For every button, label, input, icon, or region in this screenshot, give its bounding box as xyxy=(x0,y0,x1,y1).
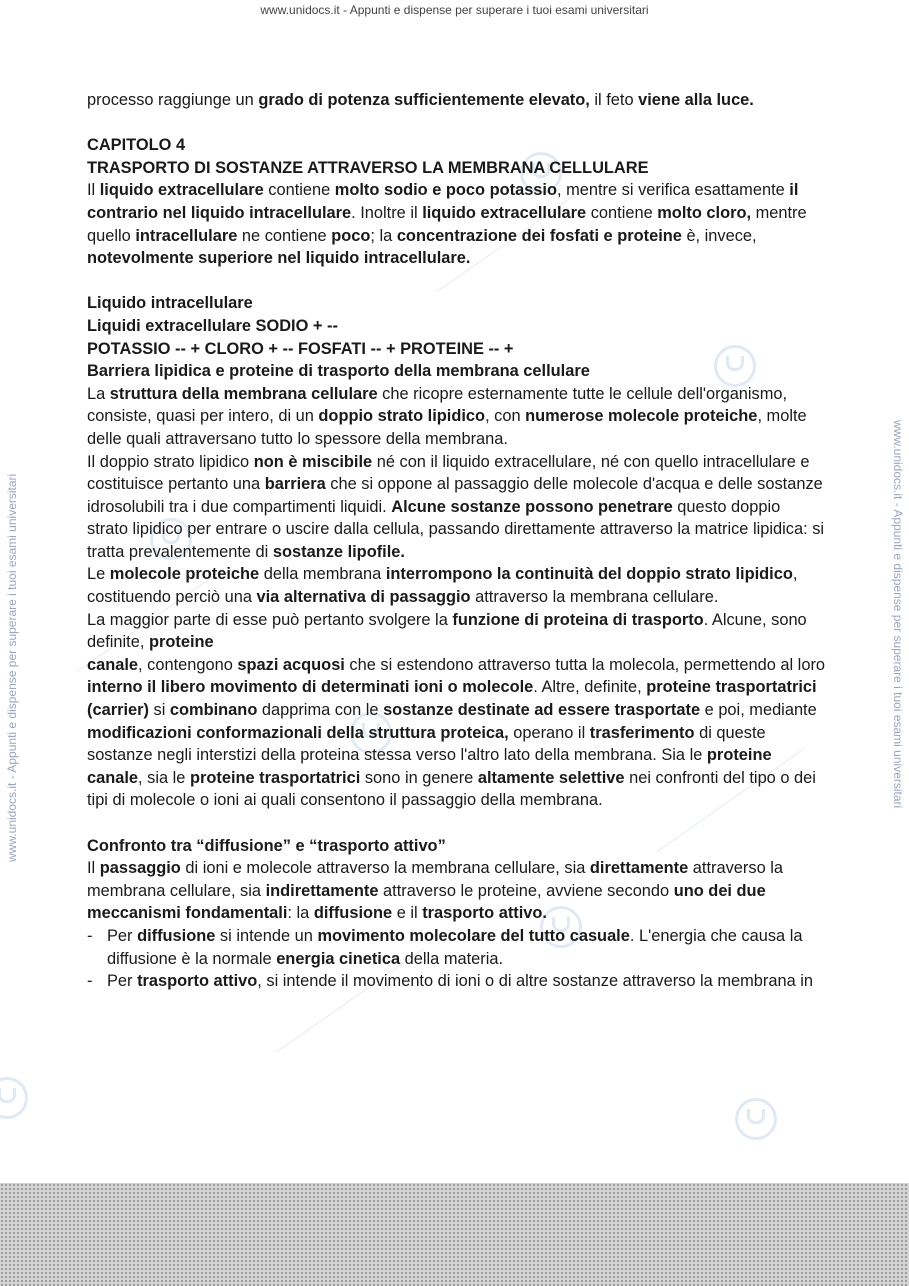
paragraph-5: La maggior parte di esse può pertanto svolgere la funzione di proteina di trasporto. Alcune, sono definite, proteine canale, contengono spazi acquosi che si estendono attraverso tutta la molecola, permettendo al loro interno il libero movimento di determinati ioni o molecole. Altre, definite, proteine trasportatrici (carrier) si combinano dapprima con le sostanze destinate ad essere trasportate e poi, mediante modificazioni conformazionali della struttura proteica, operano il trasferimento di queste sostanze negli interstizi della proteina stessa verso l'altro lato della membrana. Sia le proteine canale, sia le proteine trasportatrici sono in genere altamente selettive nei confronti del tipo o dei tipi di molecole o ioni ai quali consentono il passaggio della membrana. xyxy=(87,610,826,810)
chapter-number: CAPITOLO 4 xyxy=(87,136,186,155)
intro-paragraph: processo raggiunge un grado di potenza sufficientemente elevato, il feto viene alla luce. xyxy=(87,91,754,109)
side-watermark-left: www.unidocs.it - Appunti e dispense per superare i tuoi esami universitari xyxy=(5,473,19,862)
page-cutoff-pattern xyxy=(0,1183,909,1286)
bullet-dash: - xyxy=(87,926,93,945)
section-title: Confronto tra “diffusione” e “trasporto attivo” xyxy=(87,836,446,855)
list-line-2: Liquidi extracellulare SODIO + -- xyxy=(87,316,338,335)
subsection-title: Barriera lipidica e proteine di trasporto della membrana cellulare xyxy=(87,362,590,381)
list-line-3: POTASSIO -- + CLORO + -- FOSFATI -- + PROTEINE -- + xyxy=(87,339,514,358)
list-line-1: Liquido intracellulare xyxy=(87,294,253,313)
bullet-item-trasporto-attivo: - Per trasporto attivo, si intende il movimento di ioni o di altre sostanze attraverso la membrana in xyxy=(87,970,825,993)
paragraph-4: Le molecole proteiche della membrana interrompono la continuità del doppio strato lipidico, costituendo perciò una via alternativa di passaggio attraverso la membrana cellulare. xyxy=(87,565,798,607)
paragraph-6: Il passaggio di ioni e molecole attraverso la membrana cellulare, sia direttamente attraverso la membrana cellulare, sia indirettamente attraverso le proteine, avviene secondo uno dei due meccanismi fondamentali: la diffusione e il trasporto attivo. xyxy=(87,859,783,923)
document-body xyxy=(87,89,825,993)
side-watermark-right: www.unidocs.it - Appunti e dispense per superare i tuoi esami universitari xyxy=(891,420,905,809)
chapter-title: TRASPORTO DI SOSTANZE ATTRAVERSO LA MEMBRANA CELLULARE xyxy=(87,158,649,177)
bullet-dash: - xyxy=(87,972,93,991)
paragraph-1: Il liquido extracellulare contiene molto sodio e poco potassio, mentre si verifica esattamente il contrario nel liquido intracellulare. Inoltre il liquido extracellulare contiene molto cloro, mentre quello intracellulare ne contiene poco; la concentrazione dei fosfati e proteine è, invece, notevolmente superiore nel liquido intracellulare. xyxy=(87,181,807,268)
paragraph-3: Il doppio strato lipidico non è miscibile né con il liquido extracellulare, né con quello intracellulare e costituisce pertanto una barriera che si oppone al passaggio delle molecole d'acqua e delle sostanze idrosolubili tra i due compartimenti liquidi. Alcune sostanze possono penetrare questo doppio strato lipidico per entrare o uscire dalla cellula, passando direttamente attraverso la matrice lipidica: si tratta prevalentemente di sostanze lipofile. xyxy=(87,452,825,561)
page-header: www.unidocs.it - Appunti e dispense per superare i tuoi esami universitari xyxy=(260,3,649,17)
watermark-logo-icon xyxy=(0,1077,28,1119)
bullet-item-diffusione: - Per diffusione si intende un movimento molecolare del tutto casuale. L'energia che causa la diffusione è la normale energia cinetica della materia. xyxy=(87,926,803,968)
watermark-logo-icon xyxy=(735,1098,777,1140)
paragraph-2: La struttura della membrana cellulare che ricopre esternamente tutte le cellule dell'organismo, consiste, quasi per intero, di un doppio strato lipidico, con numerose molecole proteiche, molte delle quali attraversano tutto lo spessore della membrana. xyxy=(87,384,807,448)
